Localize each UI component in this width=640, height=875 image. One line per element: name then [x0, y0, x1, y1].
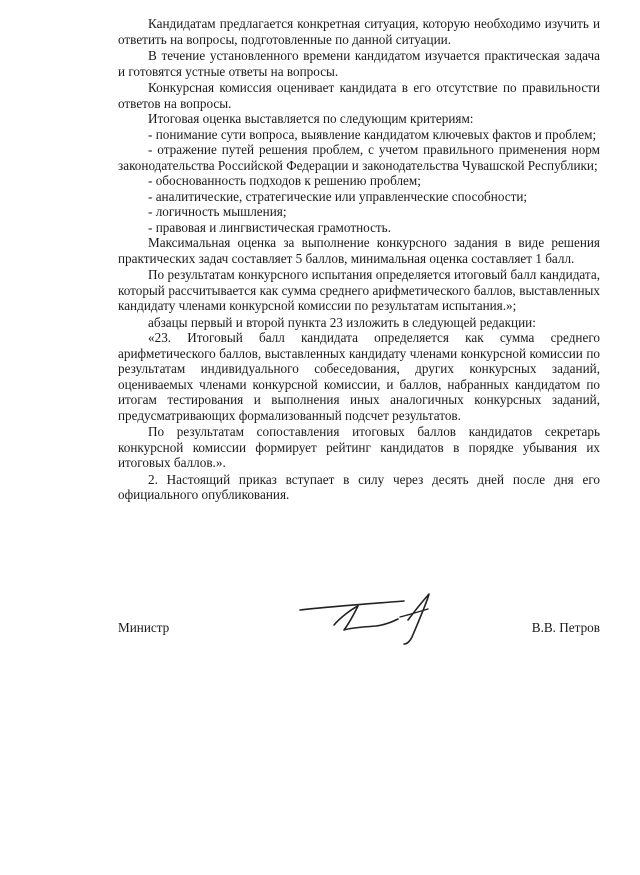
criteria-item-validity: - обоснованность подходов к решению проблем;	[148, 173, 421, 188]
paragraph-final-score: По результатам конкурсного испытания определяется итоговый балл кандидата, который рассчитывается как сумма среднего арифметического баллов, выставленных кандидату членами конкурсной комиссии по результатам испытания.»;	[118, 267, 600, 313]
paragraph-rating: По результатам сопоставления итоговых баллов кандидатов секретарь конкурсной комиссии формирует рейтинг кандидатов в порядке убывания их итоговых баллов.».	[118, 424, 600, 470]
criteria-item-solutions: - отражение путей решения проблем, с учетом правильного применения норм законодательства Российской Федерации и законодательства Чувашской Республики;	[118, 142, 600, 173]
paragraph-item-23: «23. Итоговый балл кандидата определяется как сумма среднего арифметического баллов, выставленных кандидату членами конкурсной комиссии по результатам индивидуального собеседования, других конкурсных заданий, оцениваемых членами конкурсной комиссии, и баллов, набранных кандидатом по итогам тестирования и выполнения иных аналогичных конкурсных заданий, предусматривающих формализованный подсчет результатов.	[118, 330, 600, 423]
criteria-item-logic: - логичность мышления;	[148, 204, 287, 219]
criteria-item-understanding: - понимание сути вопроса, выявление кандидатом ключевых фактов и проблем;	[148, 126, 597, 142]
signatory-title: Министр	[118, 620, 170, 635]
paragraph-amendment-intro: абзацы первый и второй пункта 23 изложить в следующей редакции:	[148, 314, 536, 330]
signature-row	[118, 620, 600, 640]
signatory-name: В.В. Петров	[531, 620, 600, 635]
paragraph-criteria-intro: Итоговая оценка выставляется по следующим критериям:	[148, 111, 474, 126]
paragraph-commission: Конкурсная комиссия оценивает кандидата в его отсутствие по правильности ответов на вопросы.	[118, 80, 600, 111]
paragraph-time: В течение установленного времени кандидатом изучается практическая задача и готовятся устные ответы на вопросы.	[118, 48, 600, 79]
paragraph-situation: Кандидатам предлагается конкретная ситуация, которую необходимо изучить и ответить на вопросы, подготовленные по данной ситуации.	[118, 16, 600, 47]
document-body	[118, 16, 600, 503]
criteria-item-literacy: - правовая и лингвистическая грамотность.	[148, 219, 391, 235]
paragraph-max-score: Максимальная оценка за выполнение конкурсного задания в виде решения практических задач составляет 5 баллов, минимальная оценка составляет 1 балл.	[118, 235, 600, 266]
criteria-item-abilities: - аналитические, стратегические или управленческие способности;	[148, 188, 528, 204]
paragraph-effective-date: 2. Настоящий приказ вступает в силу через десять дней после дня его официального опубликования.	[118, 471, 600, 502]
